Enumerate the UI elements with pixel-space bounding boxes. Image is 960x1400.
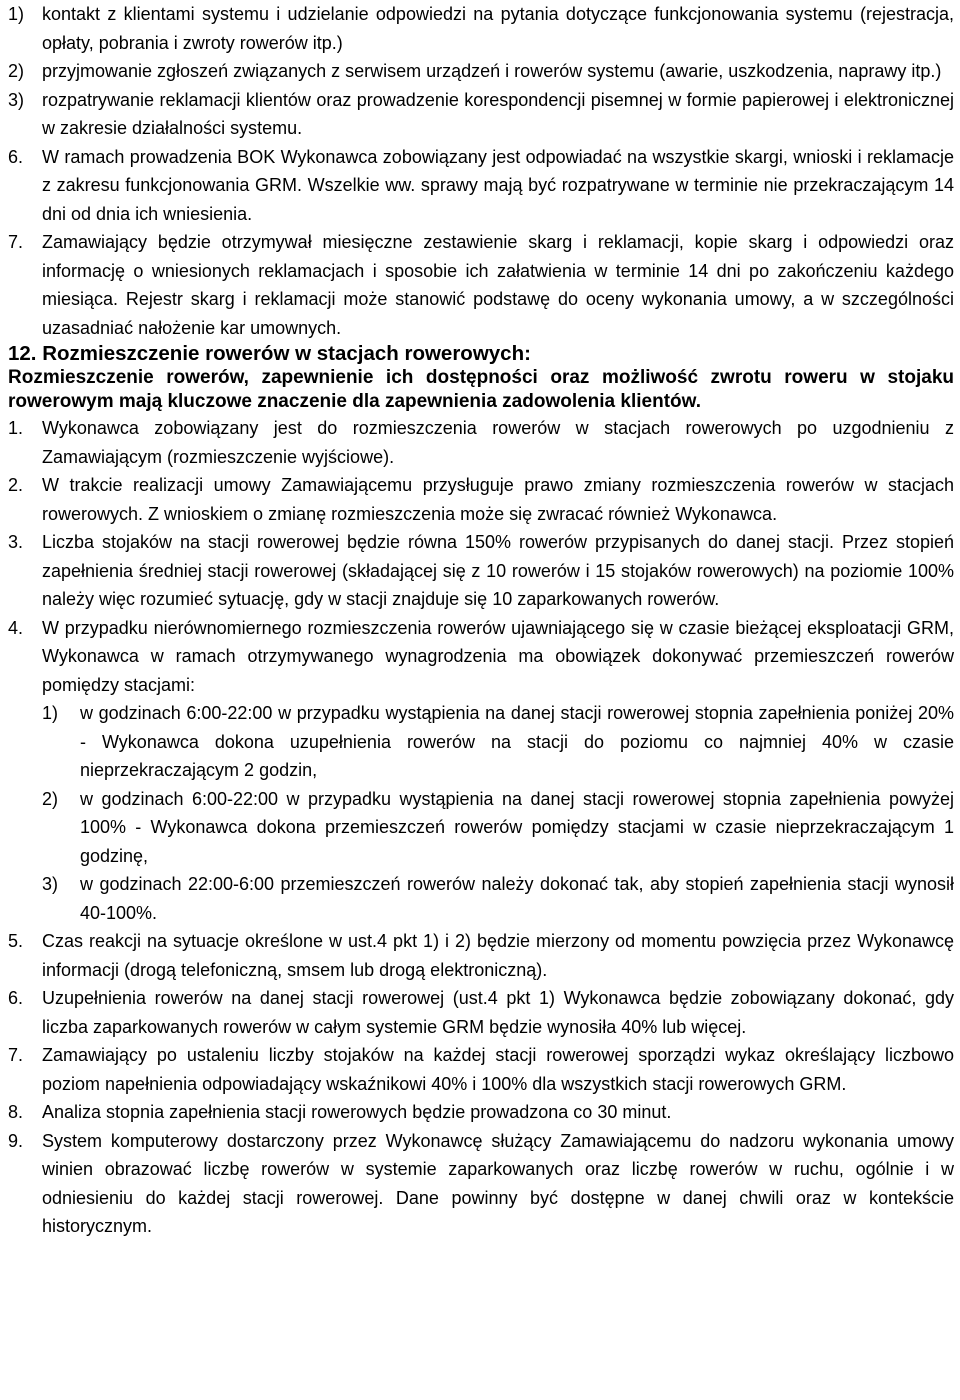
list-item-number: 6. <box>8 146 24 167</box>
list-item-text: Uzupełnienia rowerów na danej stacji rowerowej (ust.4 pkt 1) Wykonawca będzie zobowiązany dokonać, gdy liczba zaparkowanych rowerów w całym systemie GRM będzie wynosiła 40% lub więcej. <box>42 988 954 1037</box>
list-item <box>8 86 954 143</box>
list-item-number: 3) <box>42 874 59 894</box>
list-item-text: przyjmowanie zgłoszeń związanych z serwisem urządzeń i rowerów systemu (awarie, uszkodzenia, naprawy itp.) <box>42 61 942 81</box>
list-item <box>8 614 954 700</box>
list-item-text: Liczba stojaków na stacji rowerowej będzie równa 150% rowerów przypisanych do danej stacji. Przez stopień zapełnienia średniej stacji rowerowej (składającej się z 10 rowerów i 15 stojaków rowerowych) na poziomie 100% należy więc rozumieć sytuację, gdy w stacji znajduje się 10 zaparkowanych rowerów. <box>42 532 954 609</box>
list-item-text: w godzinach 6:00-22:00 w przypadku wystąpienia na danej stacji rowerowej stopnia zapełnienia powyżej 100% - Wykonawca dokona przemieszczeń rowerów pomiędzy stacjami w czasie nieprzekraczającym 1 godzinę, <box>80 788 954 866</box>
list-item <box>8 1127 954 1241</box>
list-item-text: Czas reakcji na sytuacje określone w ust.4 pkt 1) i 2) będzie mierzony od momentu powzięcia przez Wykonawcę informacji (drogą telefoniczną, smsem lub drogą elektroniczną). <box>42 931 954 980</box>
list-item <box>8 143 954 229</box>
intro-list <box>8 0 954 143</box>
list-item <box>8 57 954 86</box>
list-item-number: 3. <box>8 532 24 552</box>
list-item <box>8 984 954 1041</box>
list-item <box>8 1041 954 1098</box>
sub-points <box>8 699 954 927</box>
section-points-continued <box>8 927 954 1241</box>
list-item-text: Zamawiający będzie otrzymywał miesięczne zestawienie skarg i reklamacji, kopie skarg i odpowiedzi oraz informację o wniesionych reklamacjach i sposobie ich załatwienia w terminie 14 dni po zakończeniu każdego miesiąca. Rejestr skarg i reklamacji może stanowić podstawę do oceny wykonania umowy, a w szczególności uzasadniać nałożenie kar umownych. <box>42 232 954 338</box>
list-item <box>8 471 954 528</box>
list-item <box>8 414 954 471</box>
list-item-number: 7. <box>8 1045 24 1065</box>
list-item-text: w godzinach 6:00-22:00 w przypadku wystąpienia na danej stacji rowerowej stopnia zapełnienia poniżej 20% - Wykonawca dokona uzupełnienia rowerów na stacji do poziomu co najmniej 40% w czasie nieprzekraczającym 2 godzin, <box>80 703 954 780</box>
list-item-text: Wykonawca zobowiązany jest do rozmieszczenia rowerów w stacjach rowerowych po uzgodnieniu z Zamawiającym (rozmieszczenie wyjściowe). <box>42 418 954 467</box>
list-item-text: W ramach prowadzenia BOK Wykonawca zobowiązany jest odpowiadać na wszystkie skargi, wnioski i reklamacje z zakresu funkcjonowania GRM. Wszelkie ww. sprawy mają być rozpatrywane w terminie nie przekraczającym 14 dni od dnia ich wniesienia. <box>42 146 954 224</box>
section-points <box>8 414 954 699</box>
list-item <box>8 0 954 57</box>
list-item-text: rozpatrywanie reklamacji klientów oraz prowadzenie korespondencji pisemnej w formie papierowej i elektronicznej w zakresie działalności systemu. <box>42 89 954 138</box>
list-item-number: 2. <box>8 475 24 495</box>
list-item-text: w godzinach 22:00-6:00 przemieszczeń rowerów należy dokonać tak, aby stopień zapełnienia stacji wynosił 40-100%. <box>80 874 954 923</box>
list-item <box>42 699 954 785</box>
list-item-number: 3) <box>8 89 25 110</box>
list-item <box>8 1098 954 1127</box>
list-item-number: 5. <box>8 931 24 951</box>
list-item-text: W trakcie realizacji umowy Zamawiającemu przysługuje prawo zmiany rozmieszczenia rowerów w stacjach rowerowych. Z wnioskiem o zmianę rozmieszczenia może się zwracać również Wykonawca. <box>42 475 954 524</box>
previous-points <box>8 143 954 343</box>
list-item-text: Zamawiający po ustaleniu liczby stojaków na każdej stacji rowerowej sporządzi wykaz określający liczbowo poziom napełnienia odpowiadający wskaźnikowi 40% i 100% dla wszystkich stacji rowerowych GRM. <box>42 1045 954 1094</box>
list-item <box>8 927 954 984</box>
list-item-number: 7. <box>8 232 24 252</box>
list-item-number: 1. <box>8 418 24 438</box>
list-item-number: 1) <box>42 703 59 723</box>
list-item-text: Analiza stopnia zapełnienia stacji rowerowych będzie prowadzona co 30 minut. <box>42 1102 672 1122</box>
list-item <box>8 228 954 342</box>
list-item-number: 9. <box>8 1130 24 1151</box>
list-item-text: kontakt z klientami systemu i udzielanie odpowiedzi na pytania dotyczące funkcjonowania systemu (rejestracja, opłaty, pobrania i zwroty rowerów itp.) <box>42 4 954 53</box>
list-item-number: 8. <box>8 1102 24 1122</box>
list-item-number: 2) <box>8 61 25 81</box>
list-item-text: W przypadku nierównomiernego rozmieszczenia rowerów ujawniającego się w czasie bieżącej eksploatacji GRM, Wykonawca w ramach otrzymywanego wynagrodzenia ma obowiązek dokonywać przemieszczeń rowerów pomiędzy stacjami: <box>42 617 954 695</box>
list-item <box>42 870 954 927</box>
list-item <box>8 528 954 614</box>
list-item-number: 2) <box>42 788 59 809</box>
section-heading: 12. Rozmieszczenie rowerów w stacjach rowerowych: <box>8 342 531 365</box>
list-item <box>42 785 954 871</box>
list-item-number: 4. <box>8 617 24 638</box>
list-item-number: 1) <box>8 4 25 24</box>
section-lead: Rozmieszczenie rowerów, zapewnienie ich dostępności oraz możliwość zwrotu roweru w stojaku rowerowym mają kluczowe znaczenie dla zapewnienia zadowolenia klientów. <box>8 367 954 412</box>
list-item-number: 6. <box>8 988 24 1008</box>
list-item-text: System komputerowy dostarczony przez Wykonawcę służący Zamawiającemu do nadzoru wykonania umowy winien obrazować liczbę rowerów w systemie zaparkowanych oraz liczbę rowerów w ruchu, ogólnie i w odniesieniu do każdej stacji rowerowej. Dane powinny być dostępne w danej chwili oraz w kontekście historycznym. <box>42 1130 954 1236</box>
